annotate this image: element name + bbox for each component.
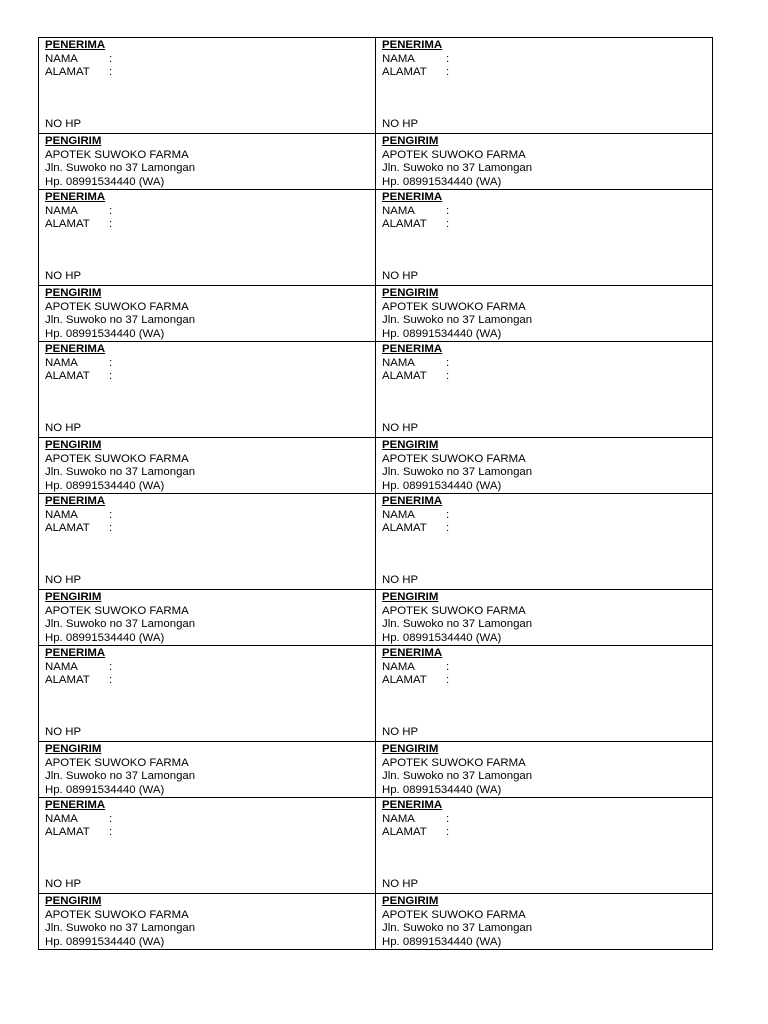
sender-phone: Hp. 08991534440 (WA)	[45, 479, 165, 492]
receiver-title: PENERIMA	[382, 495, 443, 507]
sender-title: PENGIRIM	[45, 135, 102, 147]
sender-shop-name: APOTEK SUWOKO FARMA	[382, 452, 526, 465]
sender-title: PENGIRIM	[45, 287, 102, 299]
sender-address: Jln. Suwoko no 37 Lamongan	[382, 770, 533, 783]
sender-address: Jln. Suwoko no 37 Lamongan	[45, 922, 196, 935]
receiver-phone-label: NO HP	[45, 422, 82, 435]
receiver-address-colon: :	[109, 218, 113, 231]
sender-box-4-left	[39, 590, 376, 646]
sender-box-5-right	[376, 742, 713, 798]
sender-address: Jln. Suwoko no 37 Lamongan	[45, 770, 196, 783]
receiver-phone-label: NO HP	[382, 878, 419, 891]
receiver-name-field	[382, 205, 712, 219]
receiver-address-label: ALAMAT	[45, 522, 90, 535]
receiver-phone-label: NO HP	[45, 726, 82, 739]
sender-address: Jln. Suwoko no 37 Lamongan	[45, 618, 196, 631]
sender-title: PENGIRIM	[382, 895, 439, 907]
receiver-name-label: NAMA	[45, 356, 78, 369]
receiver-phone-label: NO HP	[45, 118, 82, 131]
receiver-address-colon: :	[446, 522, 450, 535]
sender-shop-name: APOTEK SUWOKO FARMA	[45, 756, 189, 769]
receiver-name-field	[45, 813, 375, 827]
receiver-name-field	[45, 509, 375, 523]
receiver-box-4-left	[39, 494, 376, 590]
sender-shop-name: APOTEK SUWOKO FARMA	[382, 756, 526, 769]
receiver-box-5-left	[39, 646, 376, 742]
sender-address: Jln. Suwoko no 37 Lamongan	[382, 922, 533, 935]
receiver-row	[39, 494, 713, 590]
receiver-name-colon: :	[446, 356, 450, 369]
sender-address: Jln. Suwoko no 37 Lamongan	[382, 618, 533, 631]
receiver-address-label: ALAMAT	[382, 674, 427, 687]
receiver-name-field	[45, 357, 375, 371]
receiver-box-3-left	[39, 342, 376, 438]
receiver-address-field	[45, 522, 375, 536]
receiver-name-label: NAMA	[45, 508, 78, 521]
receiver-box-6-right	[376, 798, 713, 894]
receiver-address-field	[382, 66, 712, 80]
receiver-address-colon: :	[109, 826, 113, 839]
sender-row	[39, 438, 713, 494]
receiver-row	[39, 646, 713, 742]
receiver-address-colon: :	[446, 826, 450, 839]
sender-title: PENGIRIM	[382, 591, 439, 603]
receiver-name-field	[45, 661, 375, 675]
receiver-name-colon: :	[109, 660, 113, 673]
receiver-phone-label: NO HP	[45, 878, 82, 891]
sender-row	[39, 590, 713, 646]
sender-title: PENGIRIM	[45, 439, 102, 451]
receiver-address-colon: :	[446, 66, 450, 79]
sender-address: Jln. Suwoko no 37 Lamongan	[45, 466, 196, 479]
receiver-address-field	[45, 218, 375, 232]
sender-shop-name: APOTEK SUWOKO FARMA	[45, 604, 189, 617]
shipping-label-sheet	[38, 37, 713, 950]
sender-phone: Hp. 08991534440 (WA)	[45, 935, 165, 948]
receiver-phone-label: NO HP	[382, 726, 419, 739]
sender-box-2-right	[376, 286, 713, 342]
sender-box-1-left	[39, 134, 376, 190]
receiver-name-colon: :	[446, 508, 450, 521]
receiver-name-colon: :	[446, 52, 450, 65]
receiver-address-colon: :	[109, 674, 113, 687]
receiver-name-colon: :	[446, 812, 450, 825]
sender-phone: Hp. 08991534440 (WA)	[45, 327, 165, 340]
receiver-name-label: NAMA	[382, 508, 415, 521]
receiver-name-label: NAMA	[382, 204, 415, 217]
receiver-box-6-left	[39, 798, 376, 894]
receiver-name-label: NAMA	[382, 52, 415, 65]
receiver-title: PENERIMA	[45, 495, 106, 507]
receiver-row	[39, 342, 713, 438]
sender-title: PENGIRIM	[45, 743, 102, 755]
receiver-name-label: NAMA	[45, 660, 78, 673]
receiver-address-label: ALAMAT	[382, 66, 427, 79]
sender-address: Jln. Suwoko no 37 Lamongan	[45, 314, 196, 327]
sender-box-1-right	[376, 134, 713, 190]
receiver-name-colon: :	[109, 508, 113, 521]
sender-phone: Hp. 08991534440 (WA)	[45, 783, 165, 796]
receiver-address-field	[45, 826, 375, 840]
receiver-title: PENERIMA	[45, 191, 106, 203]
receiver-title: PENERIMA	[45, 647, 106, 659]
sender-address: Jln. Suwoko no 37 Lamongan	[382, 466, 533, 479]
sender-shop-name: APOTEK SUWOKO FARMA	[45, 452, 189, 465]
receiver-address-field	[382, 370, 712, 384]
receiver-name-field	[382, 661, 712, 675]
receiver-name-field	[382, 357, 712, 371]
receiver-box-1-right	[376, 38, 713, 134]
sender-title: PENGIRIM	[45, 895, 102, 907]
sender-title: PENGIRIM	[382, 439, 439, 451]
sender-box-2-left	[39, 286, 376, 342]
sender-phone: Hp. 08991534440 (WA)	[382, 175, 502, 188]
sender-shop-name: APOTEK SUWOKO FARMA	[45, 300, 189, 313]
sender-address: Jln. Suwoko no 37 Lamongan	[382, 162, 533, 175]
receiver-phone-label: NO HP	[45, 574, 82, 587]
receiver-address-colon: :	[109, 66, 113, 79]
sender-box-6-right	[376, 894, 713, 950]
receiver-address-colon: :	[446, 674, 450, 687]
receiver-address-label: ALAMAT	[45, 218, 90, 231]
receiver-address-field	[45, 66, 375, 80]
receiver-box-1-left	[39, 38, 376, 134]
receiver-title: PENERIMA	[45, 343, 106, 355]
receiver-title: PENERIMA	[45, 39, 106, 51]
sender-phone: Hp. 08991534440 (WA)	[382, 631, 502, 644]
receiver-name-colon: :	[109, 204, 113, 217]
receiver-name-label: NAMA	[45, 204, 78, 217]
sender-phone: Hp. 08991534440 (WA)	[382, 783, 502, 796]
receiver-phone-label: NO HP	[382, 270, 419, 283]
sender-title: PENGIRIM	[382, 743, 439, 755]
receiver-address-colon: :	[109, 522, 113, 535]
receiver-address-field	[45, 674, 375, 688]
receiver-name-colon: :	[109, 52, 113, 65]
sender-title: PENGIRIM	[45, 591, 102, 603]
receiver-name-colon: :	[446, 204, 450, 217]
receiver-address-label: ALAMAT	[382, 218, 427, 231]
sender-box-6-left	[39, 894, 376, 950]
receiver-name-field	[45, 53, 375, 67]
receiver-address-colon: :	[446, 370, 450, 383]
receiver-name-field	[45, 205, 375, 219]
receiver-address-field	[382, 826, 712, 840]
receiver-name-colon: :	[446, 660, 450, 673]
receiver-address-field	[382, 674, 712, 688]
sender-title: PENGIRIM	[382, 135, 439, 147]
receiver-name-label: NAMA	[382, 660, 415, 673]
sender-box-3-right	[376, 438, 713, 494]
receiver-phone-label: NO HP	[382, 118, 419, 131]
receiver-title: PENERIMA	[382, 191, 443, 203]
receiver-name-label: NAMA	[45, 52, 78, 65]
sender-phone: Hp. 08991534440 (WA)	[382, 327, 502, 340]
sender-shop-name: APOTEK SUWOKO FARMA	[45, 148, 189, 161]
receiver-box-4-right	[376, 494, 713, 590]
sender-row	[39, 286, 713, 342]
receiver-address-field	[45, 370, 375, 384]
sender-row	[39, 742, 713, 798]
sender-title: PENGIRIM	[382, 287, 439, 299]
receiver-phone-label: NO HP	[382, 422, 419, 435]
receiver-name-label: NAMA	[382, 812, 415, 825]
receiver-name-label: NAMA	[382, 356, 415, 369]
receiver-address-label: ALAMAT	[382, 370, 427, 383]
receiver-address-colon: :	[109, 370, 113, 383]
receiver-title: PENERIMA	[382, 647, 443, 659]
sender-shop-name: APOTEK SUWOKO FARMA	[45, 908, 189, 921]
receiver-phone-label: NO HP	[382, 574, 419, 587]
receiver-address-field	[382, 218, 712, 232]
receiver-address-field	[382, 522, 712, 536]
sender-phone: Hp. 08991534440 (WA)	[382, 935, 502, 948]
sender-address: Jln. Suwoko no 37 Lamongan	[382, 314, 533, 327]
receiver-address-colon: :	[446, 218, 450, 231]
receiver-row	[39, 38, 713, 134]
receiver-name-colon: :	[109, 356, 113, 369]
sender-box-3-left	[39, 438, 376, 494]
receiver-box-2-left	[39, 190, 376, 286]
receiver-address-label: ALAMAT	[45, 826, 90, 839]
receiver-name-field	[382, 813, 712, 827]
receiver-name-field	[382, 509, 712, 523]
sender-address: Jln. Suwoko no 37 Lamongan	[45, 162, 196, 175]
receiver-address-label: ALAMAT	[45, 370, 90, 383]
sender-phone: Hp. 08991534440 (WA)	[45, 175, 165, 188]
sender-phone: Hp. 08991534440 (WA)	[45, 631, 165, 644]
sender-phone: Hp. 08991534440 (WA)	[382, 479, 502, 492]
sender-shop-name: APOTEK SUWOKO FARMA	[382, 604, 526, 617]
sender-shop-name: APOTEK SUWOKO FARMA	[382, 300, 526, 313]
receiver-box-2-right	[376, 190, 713, 286]
sender-shop-name: APOTEK SUWOKO FARMA	[382, 908, 526, 921]
sender-row	[39, 894, 713, 950]
receiver-name-field	[382, 53, 712, 67]
sender-box-5-left	[39, 742, 376, 798]
sender-row	[39, 134, 713, 190]
receiver-title: PENERIMA	[382, 799, 443, 811]
receiver-address-label: ALAMAT	[382, 826, 427, 839]
receiver-name-colon: :	[109, 812, 113, 825]
receiver-row	[39, 190, 713, 286]
sender-shop-name: APOTEK SUWOKO FARMA	[382, 148, 526, 161]
sender-box-4-right	[376, 590, 713, 646]
receiver-name-label: NAMA	[45, 812, 78, 825]
receiver-box-3-right	[376, 342, 713, 438]
receiver-address-label: ALAMAT	[382, 522, 427, 535]
receiver-address-label: ALAMAT	[45, 674, 90, 687]
receiver-title: PENERIMA	[382, 343, 443, 355]
receiver-row	[39, 798, 713, 894]
receiver-title: PENERIMA	[45, 799, 106, 811]
receiver-phone-label: NO HP	[45, 270, 82, 283]
receiver-address-label: ALAMAT	[45, 66, 90, 79]
receiver-box-5-right	[376, 646, 713, 742]
receiver-title: PENERIMA	[382, 39, 443, 51]
